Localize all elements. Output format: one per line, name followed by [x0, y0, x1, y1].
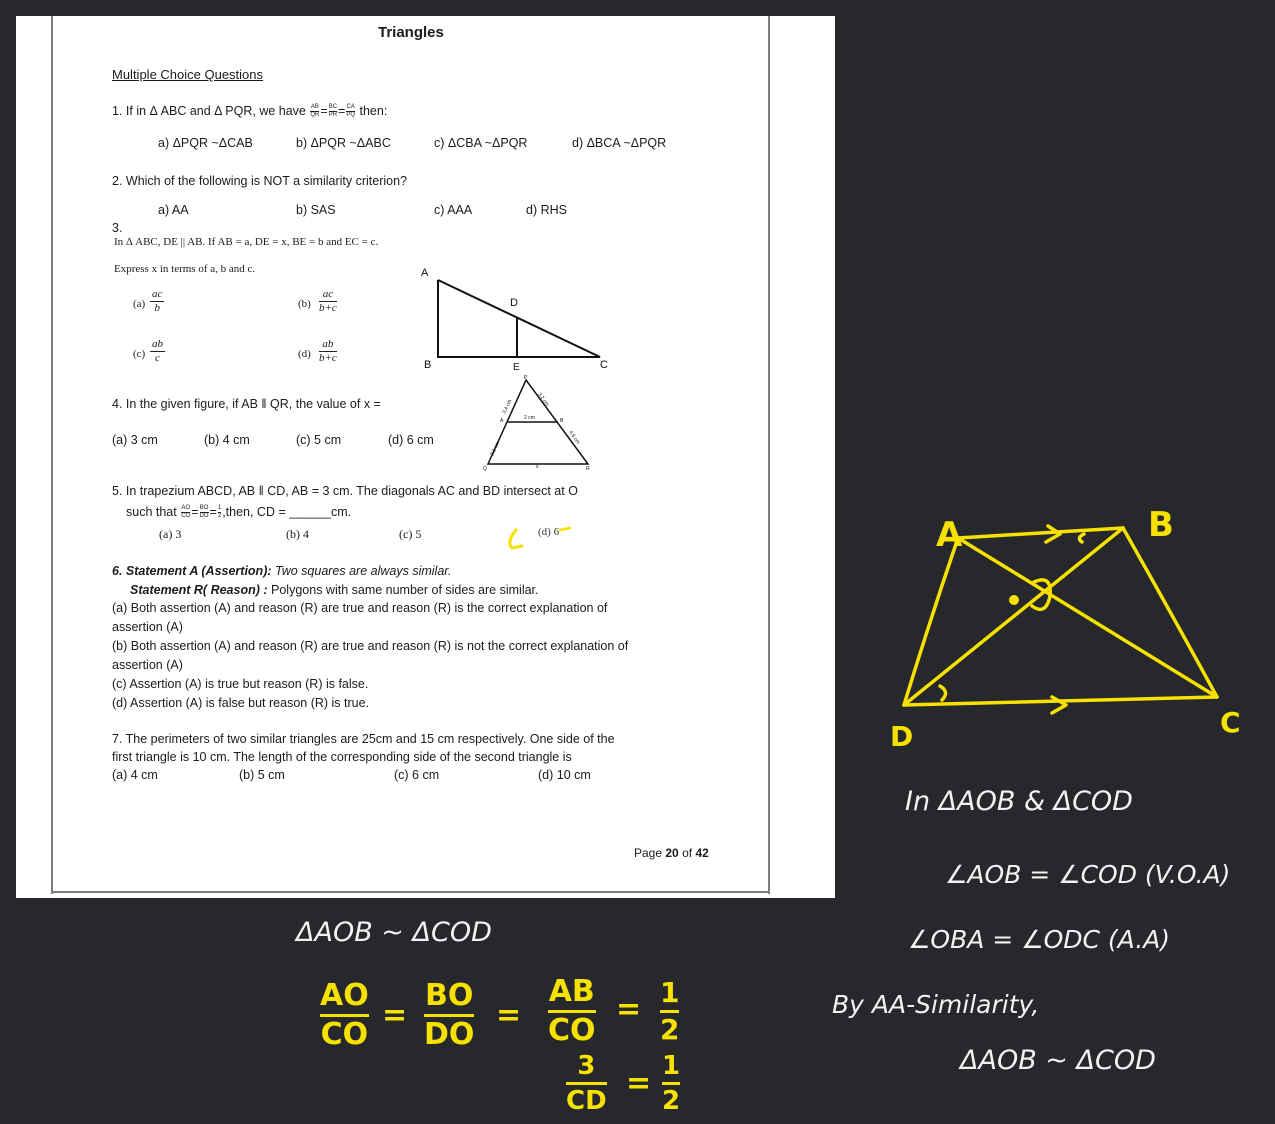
- q2-option-c: c) AAA: [434, 203, 473, 217]
- q5-line-2: such that $\frac{AO}{CO}$ = $\frac{BO}{DO}$ = $\frac{1}{2}$ ,then, CD = ______cm.: [126, 505, 352, 520]
- q3-line-2: Express x in terms of a, b and c.: [114, 263, 256, 275]
- q4-label-pa: 3.4 cm: [501, 398, 514, 415]
- q3-option-d-fraction: $\frac{ab}{b+c}$: [319, 338, 337, 364]
- q5-frac-3: $\frac{1}{2}$: [217, 505, 222, 520]
- trapezium-label-d: D: [890, 720, 914, 753]
- q4-label-b: B: [560, 418, 564, 424]
- q5-option-d: (d) 6: [538, 526, 560, 538]
- q4-label-aq: 3.6 cm: [489, 440, 502, 457]
- equals-sign-3: =: [616, 992, 642, 1027]
- q7-line-1: 7. The perimeters of two similar triangles are 25cm and 15 cm respectively. One side of the: [112, 732, 615, 746]
- q6-option-d: (d) Assertion (A) is false but reason (R) is true.: [112, 696, 370, 710]
- trapezium-sketch: [870, 500, 1250, 770]
- q4-stem: 4. In the given figure, if AB ‖ QR, the value of x =: [112, 397, 381, 411]
- proof-line-2: ∠AOB = ∠COD (V.O.A): [945, 860, 1231, 889]
- q3-option-a-label: (a): [133, 298, 146, 310]
- q1-option-a: a) ΔPQR ~ΔCAB: [158, 136, 253, 150]
- ratio-one-half: 1 2: [660, 976, 680, 1046]
- equals-sign-4: =: [626, 1066, 652, 1101]
- q4-label-q: Q: [483, 466, 487, 472]
- q4-label-ab: 2 cm: [524, 415, 535, 421]
- q6-statement-r: Statement R( Reason) : Polygons with same number of sides are similar.: [130, 583, 539, 597]
- q1-option-c: c) ΔCBA ~ΔPQR: [434, 136, 528, 150]
- q3-option-b-label: (b): [298, 298, 311, 310]
- q5-option-c: (c) 5: [399, 527, 422, 541]
- ratio-result-one-half: 1 2: [662, 1051, 681, 1116]
- q1-frac-1: $\frac{AB}{QR}$: [310, 104, 320, 119]
- q1-frac-3: $\frac{CA}{PQ}$: [346, 104, 356, 119]
- proof-line-1: In ΔAOB & ΔCOD: [905, 786, 1133, 817]
- q1-frac-2: $\frac{BC}{PR}$: [328, 104, 338, 119]
- q3-option-d-label: (d): [298, 348, 311, 360]
- section-heading: Multiple Choice Questions: [112, 67, 264, 82]
- q7-line-2: first triangle is 10 cm. The length of the corresponding side of the second triangle is: [112, 750, 572, 764]
- q7-option-c: (c) 6 cm: [394, 768, 440, 782]
- q7-option-b: (b) 5 cm: [239, 768, 285, 782]
- proof-line-5: ΔAOB ~ ΔCOD: [960, 1045, 1156, 1076]
- q4-label-p: P: [524, 375, 528, 381]
- trapezium-label-b: B: [1148, 505, 1174, 545]
- q5-option-b: (b) 4: [286, 527, 309, 541]
- q5-option-a: (a) 3: [159, 527, 182, 541]
- q3-option-c-label: (c): [133, 348, 146, 360]
- proof-line-3: ∠OBA = ∠ODC (A.A): [908, 925, 1171, 954]
- q3-label-a: A: [421, 267, 429, 279]
- q4-option-a: (a) 3 cm: [112, 433, 158, 447]
- proof-line-4: By AA-Similarity,: [832, 990, 1040, 1019]
- q3-option-c-fraction: $\frac{ab}{c}$: [152, 338, 163, 364]
- q6-option-c: (c) Assertion (A) is true but reason (R) is false.: [112, 677, 369, 691]
- q4-label-x: x: [536, 464, 539, 470]
- q4-label-a: A: [500, 418, 504, 424]
- ratio-3-cd: 3 CD: [566, 1051, 607, 1116]
- equals-sign-1: =: [382, 998, 408, 1033]
- page-border-bottom: [51, 891, 770, 893]
- q3-label-e: E: [513, 362, 520, 373]
- q1-stem: 1. If in Δ ABC and Δ PQR, we have $\frac{AB}{QR}$ = $\frac{BC}{PR}$ = $\frac{CA}{PQ}$ then:: [112, 104, 388, 119]
- equals-sign-2: =: [496, 998, 522, 1033]
- q2-option-d: d) RHS: [526, 203, 567, 217]
- worksheet-page: [16, 16, 835, 898]
- trapezium-label-a: A: [936, 515, 963, 555]
- q2-stem: 2. Which of the following is NOT a similarity criterion?: [112, 174, 408, 188]
- q6-option-a-line-2: assertion (A): [112, 620, 183, 634]
- q6-option-b-line-2: assertion (A): [112, 658, 183, 672]
- q5-frac-1: $\frac{AO}{CO}$: [181, 505, 191, 520]
- q7-option-a: (a) 4 cm: [112, 768, 158, 782]
- similarity-statement: ΔAOB ~ ΔCOD: [296, 917, 492, 948]
- q2-option-b: b) SAS: [296, 203, 336, 217]
- ratio-ao-co: AO CO: [320, 978, 369, 1052]
- q4-option-c: (c) 5 cm: [296, 433, 342, 447]
- q6-option-a-line-1: (a) Both assertion (A) and reason (R) are true and reason (R) is the correct explanation of: [112, 601, 608, 615]
- q4-option-d: (d) 6 cm: [388, 433, 434, 447]
- trapezium-label-c: C: [1220, 706, 1241, 739]
- q6-option-b-line-1: (b) Both assertion (A) and reason (R) are true and reason (R) is not the correct explanation of: [112, 639, 629, 653]
- q4-triangle-figure: [476, 372, 596, 472]
- page-title: Triangles: [378, 24, 444, 41]
- q5-frac-2: $\frac{BO}{DO}$: [199, 505, 209, 520]
- q6-statement-a: 6. Statement A (Assertion): Two squares are always similar.: [112, 564, 452, 578]
- ratio-bo-do: BO DO: [424, 978, 475, 1052]
- q1-option-d: d) ΔBCA ~ΔPQR: [572, 136, 667, 150]
- q4-option-b: (b) 4 cm: [204, 433, 250, 447]
- q5-answer-tick-mark: [502, 526, 572, 552]
- q3-line-1: In Δ ABC, DE || AB. If AB = a, DE = x, BE = b and EC = c.: [114, 236, 379, 248]
- q3-label-d: D: [510, 297, 518, 309]
- q3-option-b-fraction: $\frac{ac}{b+c}$: [319, 288, 337, 314]
- q3-label-c: C: [600, 359, 608, 371]
- q4-label-br: 4.6 cm: [567, 429, 581, 446]
- q4-label-r: R: [586, 466, 590, 472]
- q3-option-a-fraction: $\frac{ac}{b}$: [152, 288, 163, 314]
- q5-line-1: 5. In trapezium ABCD, AB ‖ CD, AB = 3 cm. The diagonals AC and BD intersect at O: [112, 484, 578, 498]
- q3-triangle-figure: [416, 264, 616, 374]
- page-border-left: [51, 16, 53, 894]
- q3-number: 3.: [112, 221, 123, 235]
- page-number: Page 20 of 42: [634, 846, 709, 860]
- page-border-right: [768, 16, 770, 894]
- q1-option-b: b) ΔPQR ~ΔABC: [296, 136, 391, 150]
- q4-label-pb: 3.2 cm: [536, 391, 550, 408]
- q7-option-d: (d) 10 cm: [538, 768, 591, 782]
- ratio-ab-co: AB CO: [548, 974, 596, 1048]
- q2-option-a: a) AA: [158, 203, 189, 217]
- q3-label-b: B: [424, 359, 432, 371]
